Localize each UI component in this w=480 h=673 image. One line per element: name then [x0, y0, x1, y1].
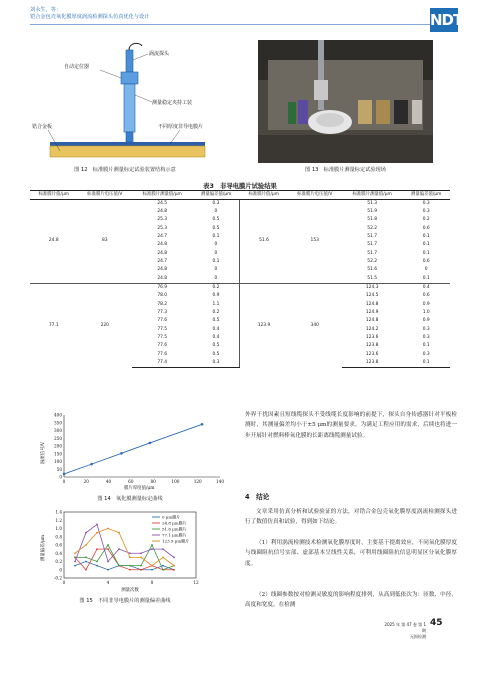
- cell-deviation: 0.5: [192, 351, 240, 359]
- x-axis-label: 膜片厚度值/μm: [124, 486, 155, 491]
- y-tick-label: 0.8: [55, 534, 62, 540]
- col-header: 标准膜片电压值/V: [288, 191, 342, 200]
- cell-measured: 123.8: [365, 343, 379, 349]
- x-tick-label: 0: [62, 479, 66, 484]
- series-line: [75, 529, 174, 566]
- col-header: 标准膜片电压值/V: [78, 191, 132, 200]
- data-point: [63, 473, 66, 476]
- data-point: [173, 565, 175, 567]
- cell-measured: 51.7: [367, 233, 378, 239]
- data-point: [162, 569, 164, 571]
- cell-deviation: 0.3: [422, 200, 430, 206]
- cell-measured: 77.5: [157, 335, 168, 340]
- y-tick-label: 400: [54, 412, 62, 418]
- cell-deviation: 0.6: [422, 225, 430, 231]
- cell-voltage: 220: [78, 283, 132, 367]
- cell-deviation: 0.5: [192, 225, 240, 233]
- figure-14-caption: 图 14 氧化膜测量标定曲线: [97, 496, 163, 502]
- y-tick-label: 200: [54, 443, 62, 449]
- data-point: [107, 528, 109, 530]
- legend-label: 77.1 μm膜片: [162, 532, 187, 538]
- cell-deviation: 0.3: [192, 199, 240, 208]
- table-3: [30, 190, 450, 368]
- cell-measured: 24.8: [157, 242, 168, 248]
- section-heading: 4 结论: [245, 493, 270, 501]
- y-axis-label: 涡流信号/V: [41, 441, 46, 465]
- cell-measured: 51.8: [367, 217, 378, 223]
- header-title: 铠合金包壳氧化膜厚度涡流检测探头仿真优化与设计: [30, 14, 150, 20]
- cell-measured: 52.2: [367, 225, 378, 231]
- series-line: [64, 424, 202, 474]
- paragraph-conclusion-2: （2）线圈参数按对检测灵敏度的影响程度排列，从高到低依次为：匝数、中径、高度和宽度。在检测: [245, 592, 457, 609]
- figure-15-caption: 图 15 不同非导电膜片的测量偏差曲线: [79, 598, 171, 604]
- cell-deviation: 0.1: [192, 233, 240, 241]
- data-point: [74, 556, 76, 558]
- paragraph-intro: 文章采用仿真分析和试验验证的方法，对锆合金包壳氧化膜厚度涡流检测探头进行了数值仿真和试验，得到如下结论。: [245, 509, 457, 526]
- cell-deviation: 0.1: [422, 250, 430, 256]
- data-point: [85, 569, 87, 571]
- header-authors: 刘永生，等：: [30, 7, 62, 13]
- figure-13-caption: 图 13 标准膜片测量标定试验现场: [305, 167, 386, 173]
- data-point: [173, 556, 175, 558]
- cell-deviation: 0.3: [192, 359, 240, 368]
- data-point: [201, 423, 204, 426]
- figure-13-photo: [258, 40, 433, 163]
- cell-measured: 51.3: [367, 200, 378, 206]
- data-point: [129, 569, 131, 571]
- cell-measured: 124.9: [365, 309, 379, 315]
- x-tick-label: 140: [216, 479, 224, 484]
- data-point: [85, 532, 87, 534]
- label-probe: 涡流探头: [149, 51, 170, 57]
- cell-measured: 51.9: [367, 208, 378, 214]
- col-header: 标准膜片值/μm: [240, 191, 288, 200]
- running-header: [30, 7, 149, 21]
- data-point: [96, 561, 98, 563]
- cell-std-value: 123.9: [240, 283, 288, 367]
- x-tick-label: 80: [150, 479, 156, 484]
- y-tick-label: 250: [54, 435, 62, 441]
- cell-deviation: 0: [192, 250, 240, 258]
- data-point: [162, 565, 164, 567]
- cell-deviation: 0.1: [192, 258, 240, 266]
- cell-deviation: 0.4: [192, 334, 240, 342]
- cell-deviation: 0: [192, 241, 240, 249]
- cell-measured: 77.5: [157, 326, 168, 332]
- cell-measured: 124.5: [365, 293, 379, 299]
- data-point: [96, 548, 98, 550]
- cell-deviation: 0: [192, 266, 240, 274]
- cell-deviation: 1.1: [192, 301, 240, 309]
- cell-deviation: 1.0: [422, 309, 430, 315]
- y-tick-label: 0.2: [55, 559, 62, 564]
- col-header: 标准膜片值/μm: [30, 191, 78, 200]
- x-tick-label: 60: [128, 479, 134, 484]
- x-tick-label: 120: [193, 479, 202, 484]
- cell-deviation: 0.6: [422, 258, 430, 264]
- cell-deviation: 0.6: [422, 293, 430, 299]
- y-tick-label: 300: [54, 428, 62, 433]
- table-row: [30, 199, 450, 208]
- cell-deviation: 0.5: [192, 216, 240, 224]
- col-header: 测量偏差值/μm: [402, 191, 450, 200]
- cell-measured: 52.2: [367, 258, 378, 264]
- cell-measured: 25.3: [157, 225, 168, 231]
- cell-deviation: 0.2: [422, 217, 430, 223]
- y-axis-label: 测量偏差/μm: [41, 534, 46, 562]
- cell-deviation: 0.1: [422, 275, 430, 281]
- data-point: [140, 569, 142, 571]
- x-tick-label: 20: [83, 479, 89, 484]
- figure-15-chart: [30, 508, 230, 594]
- page-number: 45: [430, 618, 443, 628]
- cell-std-value: 77.1: [30, 283, 78, 367]
- cell-measured: 77.6: [157, 351, 168, 357]
- y-tick-label: 1.0: [55, 526, 62, 531]
- series-line: [75, 545, 174, 570]
- cell-std-value: 51.6: [259, 238, 269, 244]
- cell-measured: 24.5: [157, 200, 168, 206]
- legend-label: 24.8 μm膜片: [162, 520, 187, 526]
- cell-measured: 24.7: [157, 258, 168, 264]
- x-tick-label: 4: [106, 580, 110, 585]
- cell-measured: 124.3: [342, 283, 402, 292]
- label-alloy: 锆合金板: [32, 124, 53, 130]
- data-point: [118, 532, 120, 534]
- cell-measured: 24.8: [157, 267, 168, 273]
- cell-measured: 24.8: [157, 275, 168, 281]
- cell-std-value: 24.8: [48, 238, 59, 244]
- data-point: [129, 565, 131, 567]
- cell-measured: 51.7: [367, 250, 378, 256]
- cell-deviation: 0.3: [422, 326, 430, 332]
- label-adjust: 测量稳定夹持工装: [152, 100, 193, 106]
- cell-measured: 77.6: [157, 343, 168, 349]
- cell-deviation: 0.1: [422, 242, 430, 248]
- data-point: [96, 532, 98, 534]
- data-point: [85, 556, 87, 558]
- data-point: [120, 452, 123, 455]
- cell-deviation: 0.1: [422, 343, 430, 349]
- cell-measured: 51.6: [367, 267, 378, 273]
- data-point: [85, 561, 87, 563]
- data-point: [140, 556, 142, 558]
- table-row: [30, 283, 450, 292]
- data-point: [107, 561, 109, 563]
- data-point: [96, 523, 98, 525]
- cell-deviation: 0.9: [422, 301, 430, 307]
- table-3-title: 表3 非导电膜片试验结果: [203, 183, 277, 190]
- data-point: [140, 565, 142, 567]
- y-tick-label: 150: [54, 451, 62, 457]
- data-point: [118, 548, 120, 550]
- cell-measured: 77.6: [157, 318, 168, 324]
- data-point: [74, 561, 76, 563]
- cell-deviation: 0.2: [192, 309, 240, 317]
- data-point: [96, 565, 98, 567]
- cell-deviation: 0: [424, 267, 428, 273]
- cell-measured: 24.8: [157, 208, 168, 214]
- col-header: 标准膜片测量值/μm: [132, 191, 192, 200]
- series-line: [75, 524, 174, 561]
- cell-deviation: 0.2: [192, 283, 240, 292]
- data-point: [129, 552, 131, 554]
- cell-measured: 123.6: [365, 351, 379, 357]
- data-point: [107, 548, 109, 550]
- data-point: [151, 548, 153, 550]
- cell-deviation: 0.3: [422, 351, 430, 357]
- data-point: [151, 544, 153, 546]
- cell-measured: 24.7: [157, 233, 168, 239]
- cell-voltage: 340: [288, 283, 342, 367]
- col-header: 测量偏差值/μm: [192, 191, 240, 200]
- x-tick-label: 12: [193, 580, 199, 585]
- cell-measured: 24.8: [157, 250, 168, 256]
- cell-measured: 123.8: [342, 359, 402, 368]
- y-tick-label: 50: [56, 466, 62, 472]
- cell-voltage: 83: [101, 238, 108, 244]
- legend-label: 123.9 μm膜片: [162, 538, 190, 544]
- cell-deviation: 0.3: [422, 208, 430, 214]
- y-tick-label: 1.2: [55, 517, 62, 523]
- data-point: [118, 565, 120, 567]
- data-point: [140, 552, 142, 554]
- cell-deviation: 0: [192, 275, 240, 284]
- cell-deviation: 0.5: [192, 317, 240, 325]
- y-tick-label: 0.4: [55, 550, 62, 556]
- cell-deviation: 0.1: [402, 359, 450, 368]
- data-point: [85, 544, 87, 546]
- legend-label: 0 μm膜片: [162, 514, 181, 520]
- data-point: [74, 552, 76, 554]
- cell-measured: 51.7: [367, 242, 378, 248]
- cell-measured: 77.4: [132, 359, 192, 368]
- cell-measured: 76.9: [132, 283, 192, 292]
- paragraph-continued: 外界干扰因素且短线缆探头不受线缆长度影响的前提下，探头自身传感器针对平板检测时，其测量偏差均小于±5 μm的测量要求。为满足工程应用的需求，后续也将进一步开展针对燃料棒氧化膜的长距离线缆测量试验。: [245, 412, 457, 439]
- cell-measured: 123.6: [365, 335, 379, 340]
- label-bracket: 自动定位器: [64, 64, 90, 70]
- cell-measured: 78.2: [157, 301, 168, 307]
- x-tick-label: 8: [150, 580, 154, 585]
- paragraph-conclusion-1: （1）利用涡流检测技术检测氧化膜厚度时，主要基于提离效应，不同氧化膜厚度与线圈阻抗信号实部、虚部基本呈线性关系，可利用线圈阻抗信息明显区分氧化膜厚度。: [245, 540, 457, 567]
- cell-deviation: 0.4: [402, 283, 450, 292]
- table-header-row: [30, 191, 450, 200]
- cell-deviation: 0.1: [422, 233, 430, 239]
- footer-issue: 2025 年 第 47 卷 第 1 期: [384, 622, 426, 633]
- y-tick-label: 350: [54, 420, 62, 426]
- journal-footer: [380, 622, 426, 640]
- data-point: [162, 548, 164, 550]
- cell-measured: 124.8: [365, 301, 379, 307]
- data-point: [74, 565, 76, 567]
- footer-journal: 无损检测: [410, 634, 426, 639]
- figure-12-caption: 图 12 标准膜片测量标定试验装置结构示意: [74, 167, 176, 173]
- cell-deviation: 0: [192, 208, 240, 216]
- col-header: 标准膜片测量值/μm: [342, 191, 402, 200]
- data-point: [107, 569, 109, 571]
- cell-deviation: 0.9: [192, 292, 240, 300]
- figure-14-chart: [30, 411, 230, 491]
- cell-measured: 124.8: [365, 318, 379, 324]
- x-tick-label: 40: [105, 479, 112, 484]
- y-tick-label: 100: [54, 459, 62, 464]
- header-divider: [30, 24, 430, 25]
- legend-label: 51.6 μm膜片: [162, 526, 187, 532]
- data-point: [149, 442, 152, 445]
- cell-deviation: 0.4: [192, 326, 240, 334]
- y-tick-label: -0.2: [53, 575, 62, 581]
- cell-measured: 25.3: [157, 217, 168, 223]
- data-point: [107, 544, 109, 546]
- journal-logo: NDT: [430, 8, 458, 32]
- x-axis-label: 测量次数: [121, 588, 139, 593]
- data-point: [151, 565, 153, 567]
- cell-measured: 51.5: [367, 275, 378, 281]
- y-tick-label: 1.4: [55, 509, 62, 515]
- figure-12-schematic: [30, 40, 220, 165]
- data-point: [129, 556, 131, 558]
- cell-measured: 124.2: [365, 326, 379, 332]
- data-point: [173, 569, 175, 571]
- x-tick-label: 0: [62, 580, 66, 585]
- data-point: [151, 569, 153, 571]
- label-film: 不同厚度非导电膜片: [158, 124, 204, 130]
- data-point: [90, 463, 93, 466]
- cell-measured: 77.3: [157, 309, 168, 315]
- x-tick-label: 100: [171, 479, 180, 484]
- cell-deviation: 0.3: [422, 335, 430, 340]
- cell-measured: 78.0: [157, 293, 168, 299]
- data-point: [162, 556, 164, 558]
- cell-voltage: 153: [310, 238, 319, 244]
- y-tick-label: 0: [59, 474, 62, 480]
- cell-deviation: 0.9: [422, 318, 430, 324]
- y-tick-label: 0: [59, 567, 62, 573]
- y-tick-label: 0.6: [55, 542, 62, 548]
- cell-deviation: 0.5: [192, 342, 240, 350]
